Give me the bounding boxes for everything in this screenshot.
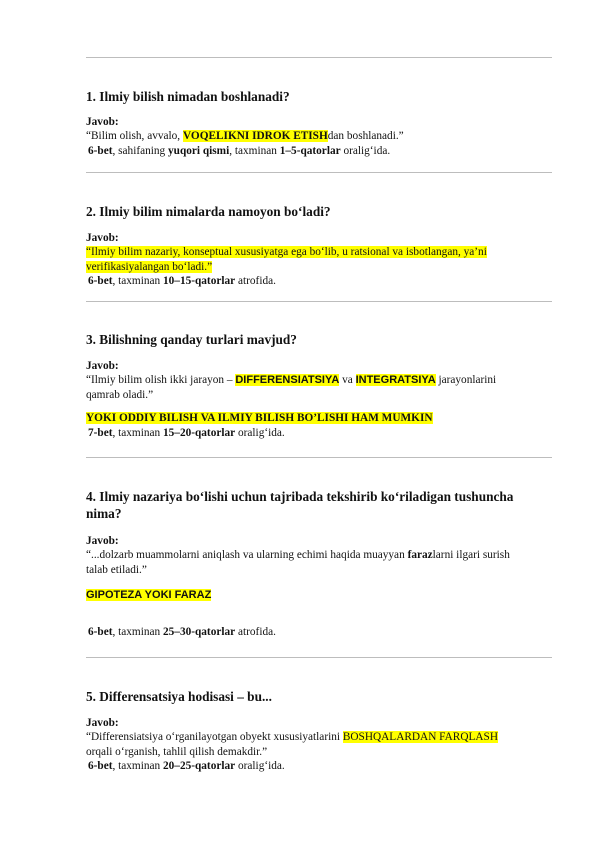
ref-page: 6-bet bbox=[88, 625, 113, 638]
text-span: 4. Ilmiy nazariya bo‘lishi uchun tajribada tekshirib ko‘riladigan tushuncha bbox=[86, 489, 514, 504]
text-span: “...dolzarb muammolarni aniqlash va ularning echimi haqida muayyan bbox=[86, 549, 408, 561]
divider bbox=[86, 301, 552, 302]
text-span: qamrab oladi.” bbox=[86, 388, 154, 401]
text-span: , taxminan bbox=[112, 625, 163, 638]
text-span: “Ilmiy bilim olish ikki jarayon – bbox=[86, 374, 236, 386]
ref-page: 6-bet bbox=[88, 144, 113, 157]
ref-lines: 25–30-qatorlar bbox=[163, 625, 236, 638]
text-span: “Bilim olish, avvalo, bbox=[86, 130, 183, 142]
bold-text: faraz bbox=[407, 549, 433, 561]
extra-answer bbox=[86, 588, 546, 603]
divider bbox=[86, 457, 552, 458]
question-title bbox=[86, 488, 546, 522]
ref-lines: 1–5-qatorlar bbox=[279, 144, 341, 157]
divider bbox=[86, 57, 552, 58]
answer-label: Javob: bbox=[86, 717, 119, 729]
answer-label: Javob: bbox=[86, 232, 119, 244]
answer-text bbox=[86, 245, 546, 274]
ref-page: 7-bet bbox=[88, 426, 113, 439]
text-span: jarayonlarini bbox=[435, 374, 497, 386]
text-span: dan boshlanadi.” bbox=[327, 130, 404, 142]
answer-label: Javob: bbox=[86, 535, 119, 547]
text-span: , taxminan bbox=[229, 144, 280, 157]
text-span: , sahifaning bbox=[112, 144, 169, 157]
text-span: atrofida. bbox=[235, 625, 276, 638]
ref-lines: 15–20-qatorlar bbox=[163, 426, 236, 439]
text-span: orqali o‘rganish, tahlil qilish demakdir.” bbox=[86, 745, 268, 758]
answer-label: Javob: bbox=[86, 116, 119, 128]
answer-text bbox=[86, 373, 546, 402]
extra-answer bbox=[86, 411, 546, 426]
question-4 bbox=[86, 488, 546, 640]
divider bbox=[86, 657, 552, 658]
text-span: oralig‘ida. bbox=[235, 760, 285, 772]
question-title: 1. Ilmiy bilish nimadan boshlanadi? bbox=[86, 89, 290, 104]
question-2 bbox=[86, 203, 546, 290]
page-reference bbox=[86, 144, 546, 160]
highlighted-text: YOKI ODDIY BILISH VA ILMIY BILISH BO’LISHI HAM MUMKIN bbox=[86, 412, 433, 424]
text-span: , taxminan bbox=[112, 426, 163, 439]
text-span: oralig‘ida. bbox=[235, 426, 285, 439]
text-span: nima? bbox=[86, 506, 122, 521]
text-span: va bbox=[339, 374, 356, 386]
page-reference bbox=[86, 625, 546, 641]
question-title: 2. Ilmiy bilim nimalarda namoyon bo‘ladi? bbox=[86, 204, 331, 219]
page-reference bbox=[86, 274, 546, 290]
question-title: 5. Differensatsiya hodisasi – bu... bbox=[86, 689, 272, 704]
ref-lines: 20–25-qatorlar bbox=[163, 760, 236, 772]
divider bbox=[86, 172, 552, 173]
ref-page: 6-bet bbox=[88, 760, 113, 772]
ref-location: yuqori qismi bbox=[168, 144, 230, 157]
text-span: , taxminan bbox=[112, 275, 163, 287]
question-3 bbox=[86, 331, 546, 441]
highlighted-text: BOSHQALARDAN FARQLASH bbox=[342, 731, 498, 743]
answer-label: Javob: bbox=[86, 360, 119, 372]
text-span: “Differensiatsiya o‘rganilayotgan obyekt xususiyatlarini bbox=[86, 731, 343, 743]
ref-lines: 10–15-qatorlar bbox=[163, 275, 236, 287]
text-span: oralig‘ida. bbox=[340, 144, 391, 157]
highlighted-text: VOQELIKNI IDROK ETISH bbox=[182, 130, 328, 142]
page-reference bbox=[86, 426, 546, 442]
answer-text bbox=[86, 548, 546, 577]
text-span: , taxminan bbox=[112, 760, 163, 772]
highlighted-text: DIFFERENSIATSIYA bbox=[235, 374, 340, 386]
text-span: atrofida. bbox=[235, 275, 276, 287]
page-reference bbox=[86, 759, 546, 775]
question-1 bbox=[86, 88, 546, 159]
text-span: larni ilgari surish bbox=[432, 549, 510, 561]
answer-text bbox=[86, 129, 546, 144]
highlighted-text: “Ilmiy bilim nazariy, konseptual xususiyatga ega bo‘lib, u ratsional va isbotlangan, ya’ni bbox=[86, 246, 487, 258]
question-5 bbox=[86, 688, 546, 775]
text-span: talab etiladi.” bbox=[86, 563, 147, 576]
highlighted-text: verifikasiyalangan bo‘ladi.” bbox=[86, 260, 213, 273]
question-title: 3. Bilishning qanday turlari mavjud? bbox=[86, 332, 297, 347]
answer-text bbox=[86, 730, 546, 759]
ref-page: 6-bet bbox=[88, 275, 113, 287]
highlighted-text: GIPOTEZA YOKI FARAZ bbox=[86, 589, 212, 601]
highlighted-text: INTEGRATSIYA bbox=[355, 374, 436, 386]
